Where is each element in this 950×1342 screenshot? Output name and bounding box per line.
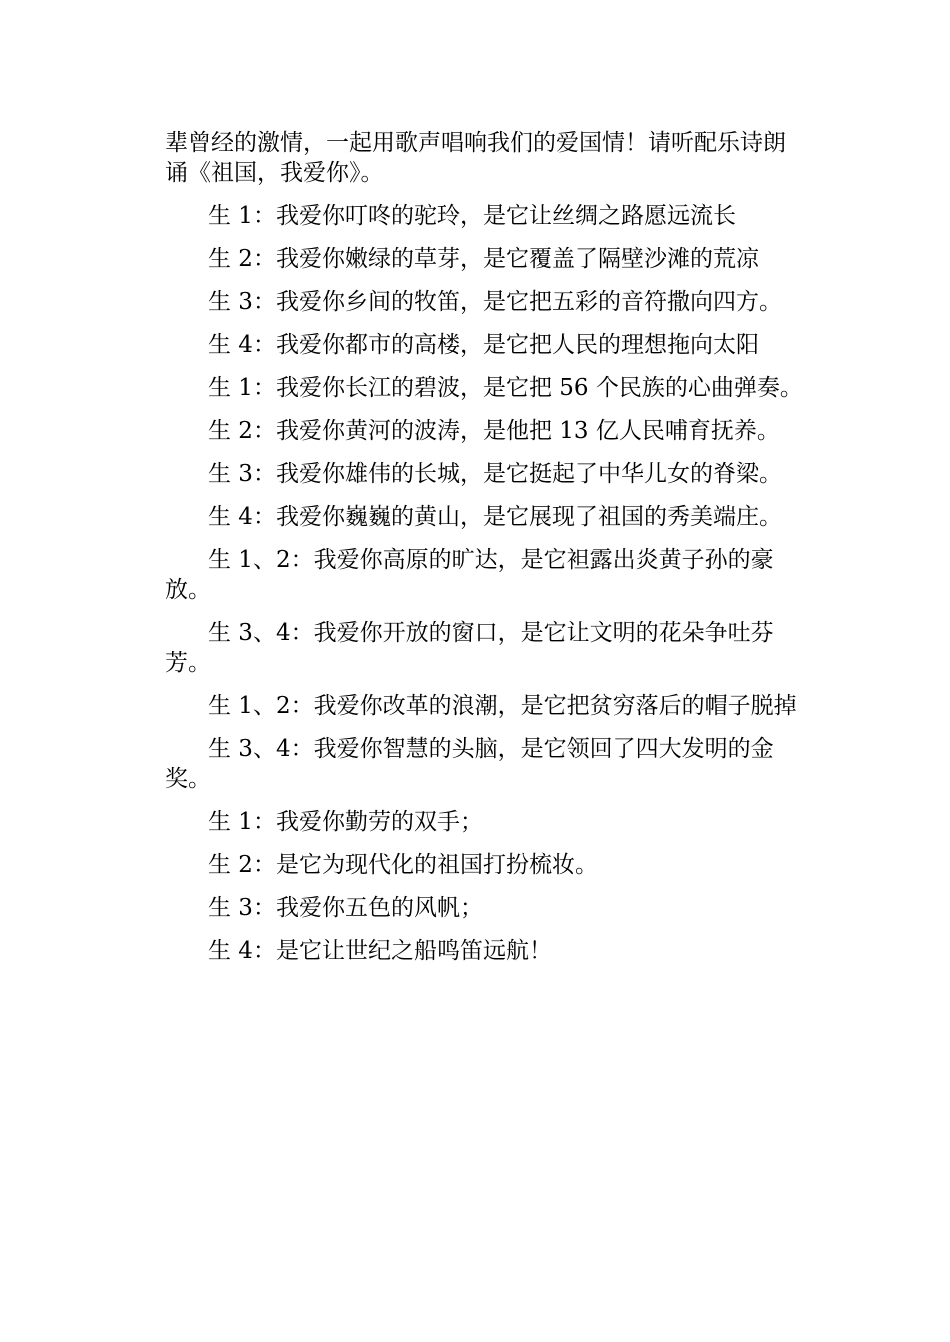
paragraph-intro: 辈曾经的激情，一起用歌声唱响我们的爱国情！请听配乐诗朗诵《祖国，我爱你》。 bbox=[165, 130, 786, 186]
paragraph-line-13: 生 1：我爱你勤劳的双手； bbox=[208, 809, 483, 835]
paragraph-line-6: 生 2：我爱你黄河的波涛，是他把 13 亿人民哺育抚养。 bbox=[208, 418, 780, 444]
paragraph-line-1: 生 1：我爱你叮咚的驼玲，是它让丝绸之路愿远流长 bbox=[208, 203, 736, 229]
paragraph-line-4: 生 4：我爱你都市的高楼，是它把人民的理想拖向太阳 bbox=[208, 332, 759, 358]
paragraph-line-9: 生 1、2：我爱你高原的旷达，是它袒露出炎黄子孙的豪放。 bbox=[165, 547, 774, 603]
paragraph-line-8: 生 4：我爱你巍巍的黄山，是它展现了祖国的秀美端庄。 bbox=[208, 504, 782, 530]
paragraph-line-2: 生 2：我爱你嫩绿的草芽，是它覆盖了隔壁沙滩的荒凉 bbox=[208, 246, 759, 272]
paragraph-line-3: 生 3：我爱你乡间的牧笛，是它把五彩的音符撒向四方。 bbox=[208, 289, 782, 315]
paragraph-line-10: 生 3、4：我爱你开放的窗口，是它让文明的花朵争吐芬芳。 bbox=[165, 620, 774, 676]
paragraph-line-15: 生 3：我爱你五色的风帆； bbox=[208, 895, 483, 921]
paragraph-line-7: 生 3：我爱你雄伟的长城，是它挺起了中华儿女的脊梁。 bbox=[208, 461, 782, 487]
paragraph-line-5: 生 1：我爱你长江的碧波，是它把 56 个民族的心曲弹奏。 bbox=[208, 375, 803, 401]
paragraph-line-16: 生 4：是它让世纪之船鸣笛远航！ bbox=[208, 938, 552, 964]
document-body bbox=[165, 128, 805, 979]
paragraph-line-11: 生 1、2：我爱你改革的浪潮，是它把贫穷落后的帽子脱掉 bbox=[208, 693, 797, 719]
paragraph-line-14: 生 2：是它为现代化的祖国打扮梳妆。 bbox=[208, 852, 598, 878]
paragraph-line-12: 生 3、4：我爱你智慧的头脑，是它领回了四大发明的金奖。 bbox=[165, 736, 774, 792]
